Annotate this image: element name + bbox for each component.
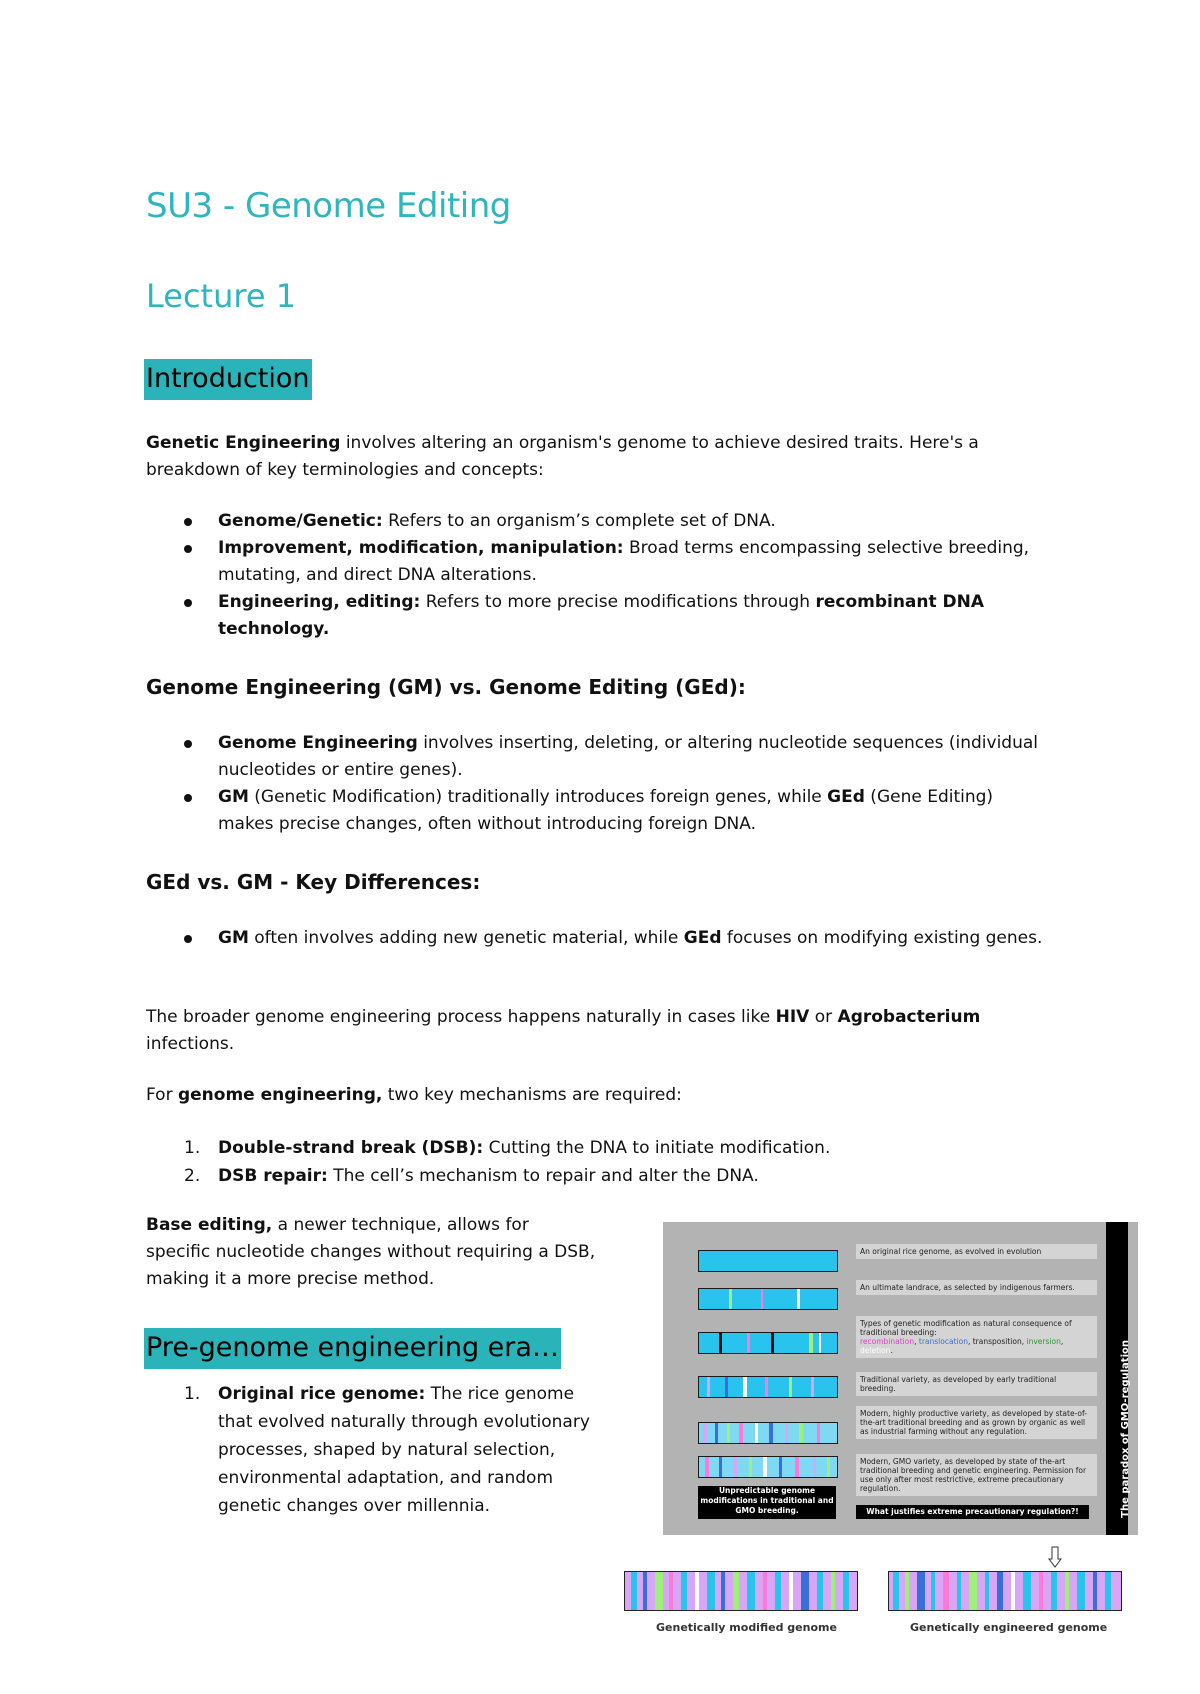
bullet-text: Refers to more precise modifications through [420, 592, 816, 612]
bullet-text: Broad terms encompassing selective breeding, mutating, and direct DNA alterations. [218, 538, 1030, 585]
mechanisms-paragraph [146, 1082, 1046, 1109]
mechanisms-text-b: two key mechanisms are required: [382, 1085, 682, 1105]
item-number: 1. [184, 1138, 201, 1158]
pre-era-list [146, 1380, 596, 1520]
mechanisms-text-a: For [146, 1085, 178, 1105]
mechanisms-list [146, 1134, 1046, 1190]
base-editing-paragraph [146, 1212, 596, 1293]
down-arrow-icon [1048, 1546, 1062, 1568]
figure-vertical-label: The paradox of GMO-regulation [1120, 1340, 1131, 1518]
gm-vs-ged-heading: Genome Engineering (GM) vs. Genome Editing (GEd): [146, 675, 746, 699]
list-item [146, 925, 1046, 952]
chromosome-modification-types [698, 1332, 838, 1354]
bullet-term: Improvement, modification, manipulation: [218, 538, 624, 558]
list-item [146, 1380, 596, 1520]
genetically-modified-genome-bar [624, 1571, 858, 1611]
bullet-term-2: GEd [827, 787, 865, 807]
base-editing-term: Base editing, [146, 1215, 273, 1235]
bullet-term: GM [218, 928, 249, 948]
natural-text-a: The broader genome engineering process happens naturally in cases like [146, 1007, 776, 1027]
bullet-term: Genome Engineering [218, 733, 418, 753]
bullet-text: involves inserting, deleting, or altering nucleotide sequences (individual nucleotides or entire genes). [218, 733, 1038, 780]
caption-modification-types: Types of genetic modification as natural consequence of traditional breeding: recombination, translocation, transposition, inversion, deletion. [856, 1316, 1097, 1358]
chromosome-original [698, 1250, 838, 1272]
chromosome-gmo [698, 1456, 838, 1478]
natural-term-hiv: HIV [775, 1007, 810, 1027]
key-differences-heading: GEd vs. GM - Key Differences: [146, 870, 481, 894]
gm-vs-ged-list [146, 730, 1046, 838]
list-item [146, 1162, 1046, 1190]
introduction-heading-text: Introduction [144, 359, 312, 400]
document-title: SU3 - Genome Editing [146, 186, 511, 226]
item-text: The cell’s mechanism to repair and alter the DNA. [327, 1166, 759, 1186]
caption-traditional: Traditional variety, as developed by early traditional breeding. [856, 1372, 1097, 1396]
bullet-term-2: GEd [683, 928, 722, 948]
item-text: The rice genome that evolved naturally through evolutionary processes, shaped by natural selection, environmental adaptation, and random genetic changes over millennia. [218, 1384, 590, 1516]
item-term: DSB repair: [218, 1166, 328, 1186]
unpredictable-modifications-box: Unpredictable genome modifications in traditional and GMO breeding. [698, 1486, 836, 1519]
item-term: Original rice genome: [218, 1384, 426, 1404]
natural-text-b: or [809, 1007, 838, 1027]
natural-text-c: infections. [146, 1034, 235, 1054]
chromosome-modern [698, 1422, 838, 1444]
lecture-heading: Lecture 1 [146, 277, 297, 315]
bullet-term: Genome/Genetic: [218, 511, 383, 531]
bullet-text-2: (Gene Editing) makes precise changes, often without introducing foreign DNA. [218, 787, 994, 834]
mechanisms-term: genome engineering, [177, 1085, 383, 1105]
bullet-text: (Genetic Modification) traditionally introduces foreign genes, while [248, 787, 828, 807]
mod-type-transposition: transposition [972, 1337, 1022, 1346]
intro-text: involves altering an organism's genome to achieve desired traits. Here's a breakdown of key terminologies and concepts: [146, 433, 979, 480]
bullet-term-2: recombinant DNA technology. [218, 592, 985, 639]
genetically-engineered-genome-bar [888, 1571, 1122, 1611]
list-item [146, 730, 1046, 784]
pre-era-heading-text: Pre-genome engineering era… [144, 1328, 561, 1369]
base-editing-text: a newer technique, allows for specific nucleotide changes without requiring a DSB, making it a more precise method. [146, 1215, 596, 1289]
mod-type-inversion: inversion [1026, 1337, 1061, 1346]
caption-original: An original rice genome, as evolved in evolution [856, 1244, 1097, 1259]
bullet-text: Refers to an organism’s complete set of DNA. [382, 511, 776, 531]
intro-bullet-list [146, 508, 1046, 643]
list-item [146, 1134, 1046, 1162]
bullet-term: Engineering, editing: [218, 592, 421, 612]
list-item [146, 508, 1046, 535]
bullet-text: often involves adding new genetic material, while [248, 928, 684, 948]
list-item [146, 784, 1046, 838]
chromosome-traditional [698, 1376, 838, 1398]
genetically-modified-genome-caption: Genetically modified genome [656, 1621, 837, 1634]
item-number: 2. [184, 1166, 201, 1186]
mod-type-translocation: translocation [918, 1337, 968, 1346]
caption-landrace: An ultimate landrace, as selected by indigenous farmers. [856, 1280, 1097, 1295]
key-differences-list [146, 925, 1046, 952]
mod-type-recombination: recombination [860, 1337, 915, 1346]
natural-paragraph [146, 1004, 1046, 1058]
list-item [146, 589, 1046, 643]
natural-term-agrobacterium: Agrobacterium [837, 1007, 981, 1027]
pre-era-heading [144, 1332, 561, 1363]
bullet-term: GM [218, 787, 249, 807]
genetically-engineered-genome-caption: Genetically engineered genome [910, 1621, 1108, 1634]
chromosome-landrace [698, 1288, 838, 1310]
intro-paragraph [146, 430, 1046, 484]
intro-term: Genetic Engineering [146, 433, 341, 453]
bullet-text-2: focuses on modifying existing genes. [721, 928, 1043, 948]
caption-modification-types-text: Types of genetic modification as natural consequence of traditional breeding: [860, 1319, 1072, 1337]
item-text: Cutting the DNA to initiate modification. [483, 1138, 831, 1158]
introduction-heading [144, 363, 312, 394]
mod-type-deletion: deletion [860, 1346, 891, 1355]
justification-question: What justifies extreme precautionary regulation?! [856, 1505, 1089, 1519]
item-number: 1. [184, 1384, 201, 1404]
gmo-regulation-figure [663, 1222, 1138, 1535]
item-term: Double-strand break (DSB): [218, 1138, 484, 1158]
caption-modern: Modern, highly productive variety, as developed by state-of-the-art traditional breeding and as grown by organic as well as industrial farming without any regulation. [856, 1406, 1097, 1439]
caption-gmo: Modern, GMO variety, as developed by state of the-art traditional breeding and genetic engineering. Permission for use only after most restrictive, extreme precautionary regulation. [856, 1454, 1097, 1496]
list-item [146, 535, 1046, 589]
